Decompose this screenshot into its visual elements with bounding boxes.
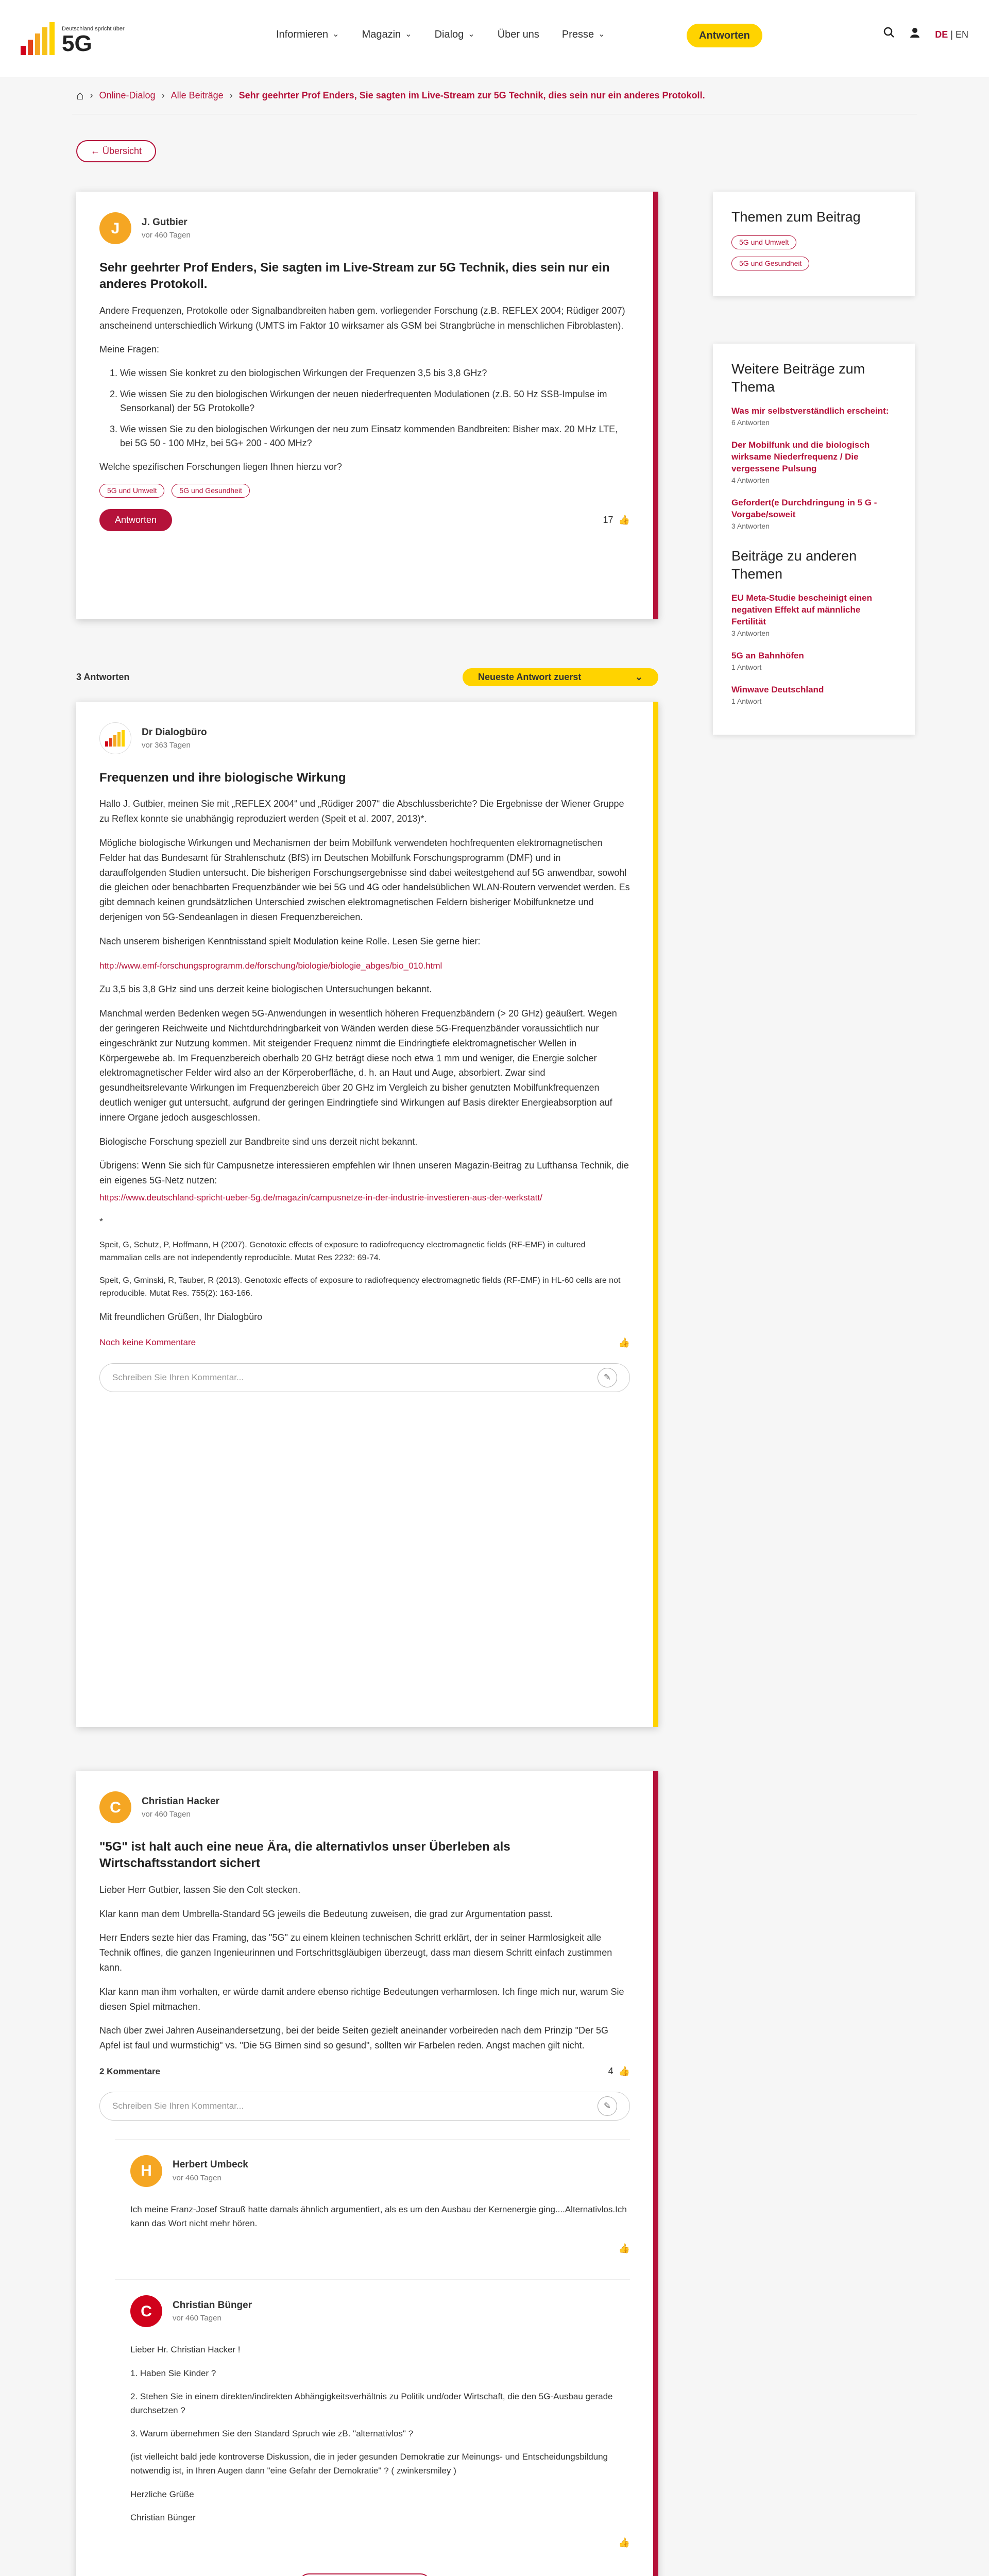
like-button[interactable] bbox=[608, 2064, 630, 2078]
author-name[interactable]: Herbert Umbeck bbox=[173, 2159, 248, 2171]
list-item: 2. Wie wissen Sie zu den biologischen Wirkungen der neuen niederfrequenten Modulationen (z.B. 50 Hz SSB-Impulse im Sensorkanal) der 5G Protokolle? bbox=[120, 387, 630, 415]
sidebar-item-label: EU Meta-Studie bescheinigt einen negativen Effekt auf männliche Fertilität bbox=[731, 593, 872, 626]
comment bbox=[115, 2279, 630, 2555]
answers-sort-bar bbox=[76, 668, 658, 686]
post-title: Sehr geehrter Prof Enders, Sie sagten im Live-Stream zur 5G Technik, dies sein nur ein anderes Protokoll. bbox=[99, 261, 610, 292]
comment-text: Herzliche Grüße bbox=[130, 2489, 194, 2499]
author-name[interactable]: Christian Hacker bbox=[142, 1795, 220, 1807]
logo-bars bbox=[21, 22, 55, 55]
comments-toggle[interactable]: 2 Kommentare bbox=[99, 2066, 161, 2076]
comment-text: 1. Haben Sie Kinder ? bbox=[130, 2368, 216, 2378]
chevron-down-icon: ⌄ bbox=[468, 30, 475, 39]
comment-placeholder: Schreiben Sie Ihren Kommentar... bbox=[112, 2101, 244, 2111]
sidebar-item-label: Was mir selbstverständlich erscheint: bbox=[731, 406, 889, 416]
answer-author bbox=[99, 1791, 630, 1823]
chevron-down-icon: ⌄ bbox=[635, 672, 643, 682]
nav-item-informieren[interactable] bbox=[276, 27, 339, 42]
footnote-marker: * bbox=[99, 1216, 104, 1227]
nav-item-presse[interactable] bbox=[562, 27, 605, 42]
sidebar-item-count: 3 Antworten bbox=[731, 629, 770, 637]
tag-5g-umwelt[interactable]: 5G und Umwelt bbox=[99, 484, 164, 498]
chevron-down-icon: ⌄ bbox=[598, 30, 605, 39]
lang-en[interactable]: EN bbox=[955, 29, 968, 40]
answer-paragraph: Klar kann man dem Umbrella-Standard 5G jeweils die Bedeutung zuweisen, die grad zur Argumentation passt. bbox=[99, 1908, 553, 1919]
user-icon[interactable] bbox=[909, 27, 920, 42]
comment-text: (ist vielleicht bald jede kontroverse Diskussion, die in jeder gesunden Demokratie zur Meinungs- und Entscheidungsbildung notwendig ist, in Ihren Augen dann "eine Gefahr der Demokratie" ? ( zwinkersmiley ) bbox=[130, 2452, 608, 2476]
answer-paragraph: Klar kann man ihm vorhalten, er würde damit andere ebenso richtige Bedeutungen verharmlosen. Ich finge mich nur, warum Sie diesen Spiel mitmachen. bbox=[99, 1986, 624, 2012]
sidebar-item[interactable] bbox=[731, 497, 896, 532]
sidebar-topics bbox=[713, 192, 915, 296]
comment-text: Lieber Hr. Christian Hacker ! bbox=[130, 2345, 241, 2355]
answer-title: Frequenzen und ihre biologische Wirkung bbox=[99, 771, 346, 785]
breadcrumb-current: Sehr geehrter Prof Enders, Sie sagten im Live-Stream zur 5G Technik, dies sein nur ein anderes Protokoll. bbox=[238, 90, 705, 100]
like-count: 17 bbox=[603, 514, 613, 525]
thumbs-up-icon: 👍 bbox=[618, 2243, 630, 2254]
answer-paragraph: Hallo J. Gutbier, meinen Sie mit „REFLEX 2004“ und „Rüdiger 2007“ die Abschlussberichte? Die Ergebnisse der Wiener Gruppe zu Reflex konnte sie unabhängig reproduziert werden (Speit et al. 2007, 2013)*. bbox=[99, 799, 624, 824]
sidebar-item-count: 3 Antworten bbox=[731, 521, 770, 530]
answer-paragraph: Nach über zwei Jahren Auseinandersetzung, bei der beide Seiten gezielt aneinander vorbeireden nach dem Prinzip "Der 5G Apfel ist faul und wurmstichig" vs. "Die 5G Birnen sind so gesund", sollten wir Farbelen reden. Angst machen gilt nicht. bbox=[99, 2025, 608, 2051]
sidebar-item-count: 4 Antworten bbox=[731, 476, 770, 484]
back-button[interactable] bbox=[76, 140, 156, 162]
sidebar-title: Beiträge zu anderen Themen bbox=[731, 548, 857, 582]
sidebar-tags bbox=[731, 235, 896, 270]
like-button[interactable] bbox=[619, 2536, 630, 2550]
sidebar-item[interactable] bbox=[731, 650, 896, 673]
logo-big-text: 5G bbox=[62, 30, 92, 56]
author-name[interactable]: Christian Bünger bbox=[173, 2299, 252, 2311]
original-post bbox=[76, 192, 658, 619]
comment-text: 2. Stehen Sie in einem direkten/indirekten Abhängigkeitsverhältnis zu Politik und/oder Wirtschaft, die den 5G-Ausbau gerade durchsetzen ? bbox=[130, 2391, 613, 2415]
sidebar-item-count: 1 Antwort bbox=[731, 663, 762, 671]
reference: Speit, G, Schutz, P, Hoffmann, H (2007). Genotoxic effects of exposure to radiofrequency electromagnetic fields (RF-EMF) in cultured mammalian cells are not independently reproducible. Mutat Res 2232: 69-74. bbox=[99, 1240, 586, 1263]
answer-card bbox=[76, 1771, 658, 2576]
thumbs-up-icon: 👍 bbox=[618, 2065, 630, 2076]
avatar: C bbox=[130, 2295, 162, 2327]
answer-paragraph: Mögliche biologische Wirkungen und Mechanismen der beim Mobilfunk verwendeten hochfrequenten elektromagnetischen Felder hat das Bundesamt für Strahlenschutz (BfS) im Deutschen Mobilfunk Forschungsprogramm (DMF) und in darauffolgenden Studien untersucht. Die bisherigen Forschungsergebnisse sind dabei weitestgehend auf 5G anwendbar, sowohl die gleichen oder benachbarten Frequenzbänder wie bei 5G und 4G oder handelsüblichen WLAN-Routern verwendet werden. Es gibt demnach keinen grundsätzlichen Unterschied zwischen elektromagnetischen Feldern bisheriger Mobilfunknetze und derjenigen von 5G-Sendeanlagen in diesen Frequenzbereichen. bbox=[99, 837, 630, 922]
list-item: 3. Wie wissen Sie zu den biologischen Wirkungen der neu zum Einsatz kommenden Bandbreiten: Bisher max. 20 MHz LTE, bei 5G 50 - 100 MHz, bei 5G+ 200 - 400 MHz? bbox=[120, 422, 630, 450]
avatar: J bbox=[99, 212, 131, 244]
nav-item-ueber-uns[interactable] bbox=[498, 27, 539, 42]
lang-de[interactable]: DE bbox=[935, 29, 948, 40]
sidebar-title: Weitere Beiträge zum Thema bbox=[731, 361, 865, 395]
like-button[interactable] bbox=[603, 513, 630, 527]
comment-input[interactable] bbox=[99, 1363, 630, 1392]
answer-paragraph: Lieber Herr Gutbier, lassen Sie den Colt stecken. bbox=[99, 1884, 301, 1895]
breadcrumb-separator-icon: › bbox=[161, 90, 165, 100]
avatar bbox=[99, 722, 131, 754]
main-content bbox=[72, 114, 917, 2576]
like-button[interactable] bbox=[619, 1336, 630, 1350]
post-author bbox=[99, 212, 630, 244]
sidebar-item-label: 5G an Bahnhöfen bbox=[731, 650, 804, 660]
tag-5g-gesundheit[interactable]: 5G und Gesundheit bbox=[731, 257, 809, 270]
no-comments-label: Noch keine Kommentare bbox=[99, 1337, 196, 1348]
comment-input[interactable] bbox=[99, 2092, 630, 2121]
breadcrumb-separator-icon: › bbox=[90, 90, 93, 100]
search-icon[interactable] bbox=[883, 27, 895, 42]
nav-label: Über uns bbox=[497, 29, 539, 40]
tag-5g-gesundheit[interactable]: 5G und Gesundheit bbox=[172, 484, 249, 498]
language-switch bbox=[935, 28, 968, 42]
sidebar-item[interactable] bbox=[731, 439, 896, 486]
nav-label: Presse bbox=[561, 29, 594, 40]
post-tags bbox=[99, 484, 630, 498]
post-paragraph: Welche spezifischen Forschungen liegen Ihnen hierzu vor? bbox=[99, 462, 342, 472]
post-paragraph: Meine Fragen: bbox=[99, 344, 160, 355]
answer-author bbox=[99, 722, 630, 754]
answer-title: "5G" ist halt auch eine neue Ära, die alternativlos unser Überleben als Wirtschaftsstandort sichert bbox=[99, 1840, 510, 1871]
answer-paragraph: Biologische Forschung speziell zur Bandbreite sind uns derzeit nicht bekannt. bbox=[99, 1136, 418, 1147]
nav-item-dialog[interactable] bbox=[435, 27, 475, 42]
nav-label: Magazin bbox=[362, 29, 401, 40]
sidebar-item-label: Der Mobilfunk und die biologisch wirksame Niederfrequenz / Die vergessene Pulsung bbox=[731, 440, 870, 473]
answer-paragraph: Nach unserem bisherigen Kenntnisstand spielt Modulation keine Rolle. Lesen Sie gerne hier: bbox=[99, 936, 481, 946]
reference: Speit, G, Gminski, R, Tauber, R (2013). Genotoxic effects of exposure to radiofrequency electromagnetic fields (RF-EMF) in HL-60 cells are not reproducible. Mutat Res. 755(2): 163-166. bbox=[99, 1276, 621, 1298]
answer-paragraph: Manchmal werden Bedenken wegen 5G-Anwendungen in wesentlich höheren Frequenzbändern (> 20 GHz) geäußert. Wegen der geringeren Reichweite und Nichtdurchdringbarkeit von Wänden werden diese 5G-Frequenzbänder voraussichtlich nur eingeschränkt zur Nutzung kommen. Mit steigender Frequenz nimmt die Eindringtiefe elektromagnetischer Wellen in Körpergewebe ab. Im Frequenzbereich oberhalb 20 GHz beträgt diese noch etwa 1 mm und weniger, die Energie solcher elektromagnetischer Felder wird also an der Körperoberfläche, d. h. an Haut und Auge, absorbiert. Zwar sind gesundheitsrelevante Wirkungen im Frequenzbereich über 20 GHz im Vergleich zu bisher genutzten Mobilfunkfrequenzen deutlich weniger gut untersucht, aufgrund der geringen Eindringtiefe sind Wirkungen auf Basis direkter Energieabsorption auf innere Organe jedoch ausgeschlossen. bbox=[99, 1008, 617, 1123]
comment-text: 3. Warum übernehmen Sie den Standard Spruch wie zB. "alternativlos" ? bbox=[130, 2429, 414, 2439]
comment-placeholder: Schreiben Sie Ihren Kommentar... bbox=[112, 1372, 244, 1382]
breadcrumb bbox=[72, 77, 917, 114]
collapse-comments-button[interactable] bbox=[299, 2573, 430, 2576]
header-answer-button[interactable]: Antworten bbox=[687, 24, 762, 47]
sidebar-related bbox=[713, 344, 915, 735]
external-link[interactable]: https://www.deutschland-spricht-ueber-5g.de/magazin/campusnetze-in-der-industrie-investieren-aus-der-werkstatt/ bbox=[99, 1192, 542, 1202]
home-icon[interactable]: ⌂ bbox=[76, 88, 84, 103]
answer-paragraph: Übrigens: Wenn Sie sich für Campusnetze interessieren empfehlen wir Ihnen unseren Magazin-Beitrag zu Lufthansa Technik, die ein eigenes 5G-Netz nutzen: bbox=[99, 1160, 629, 1186]
site-header bbox=[0, 0, 989, 77]
lang-separator: | bbox=[950, 29, 953, 40]
post-date: vor 460 Tagen bbox=[142, 231, 191, 240]
sidebar-item-label: Winwave Deutschland bbox=[731, 684, 824, 694]
thumbs-up-icon: 👍 bbox=[618, 514, 630, 525]
sidebar-item-count: 1 Antwort bbox=[731, 697, 762, 705]
arrow-left-icon: ← bbox=[91, 146, 103, 156]
sort-dropdown[interactable] bbox=[463, 668, 658, 686]
post-questions bbox=[120, 366, 630, 450]
list-item: 1. Wie wissen Sie konkret zu den biologischen Wirkungen der Frequenzen 3,5 bis 3,8 GHz? bbox=[120, 366, 630, 380]
comment-author bbox=[130, 2155, 630, 2187]
answer-date: vor 363 Tagen bbox=[142, 741, 191, 750]
chevron-down-icon: ⌄ bbox=[405, 30, 412, 39]
author-name[interactable]: Dr Dialogbüro bbox=[142, 726, 207, 738]
answer-card bbox=[76, 702, 658, 1727]
site-logo[interactable] bbox=[21, 22, 125, 55]
breadcrumb-online-dialog[interactable]: Online-Dialog bbox=[99, 90, 156, 100]
comment-text: Christian Bünger bbox=[130, 2512, 196, 2522]
sidebar-item-label: Gefordert(e Durchdringung in 5 G - Vorgabe/soweit bbox=[731, 497, 877, 519]
answers-count: 3 Antworten bbox=[76, 672, 130, 682]
logo-small-text: Deutschland spricht über bbox=[62, 25, 125, 32]
sidebar-item[interactable] bbox=[731, 405, 896, 428]
answer-signature: Mit freundlichen Grüßen, Ihr Dialogbüro bbox=[99, 1311, 263, 1322]
tag-5g-umwelt[interactable]: 5G und Umwelt bbox=[731, 235, 796, 249]
sort-label: Neueste Antwort zuerst bbox=[478, 672, 582, 682]
back-label: Übersicht bbox=[103, 146, 142, 156]
breadcrumb-alle-beitraege[interactable]: Alle Beiträge bbox=[170, 90, 224, 100]
answer-paragraph: Herr Enders sezte hier das Framing, das "5G" zu einem kleinen technischen Schritt erklärt, der in seiner Harmlosigkeit alle Technik offines, die ganzen Ingenieurinnen und Fortschrittsgläubigen überzeugt, dass man diesem Schritt einfach zustimmen kann. bbox=[99, 1933, 612, 1973]
avatar: C bbox=[99, 1791, 131, 1823]
nav-label: Dialog bbox=[434, 29, 464, 40]
answer-button[interactable]: Antworten bbox=[99, 509, 172, 531]
nav-label: Informieren bbox=[276, 29, 329, 40]
nav-item-magazin[interactable] bbox=[362, 27, 412, 42]
avatar: H bbox=[130, 2155, 162, 2187]
pencil-icon[interactable]: ✎ bbox=[598, 1368, 617, 1387]
sidebar-title: Themen zum Beitrag bbox=[731, 209, 861, 225]
like-count: 4 bbox=[608, 2065, 613, 2076]
chevron-down-icon: ⌄ bbox=[332, 30, 339, 39]
comment-date: vor 460 Tagen bbox=[173, 2173, 221, 2182]
sidebar-item[interactable] bbox=[731, 684, 896, 707]
external-link[interactable]: http://www.emf-forschungsprogramm.de/forschung/biologie/biologie_abges/bio_010.html bbox=[99, 960, 442, 971]
sidebar-item-count: 6 Antworten bbox=[731, 418, 770, 427]
comment-author bbox=[130, 2295, 630, 2327]
breadcrumb-separator-icon: › bbox=[229, 90, 233, 100]
comment-text: Ich meine Franz-Josef Strauß hatte damals ähnlich argumentiert, als es um den Ausbau der Kernenergie ging....Alternativlos.Ich kann das Wort nicht mehr hören. bbox=[130, 2204, 627, 2229]
comment-date: vor 460 Tagen bbox=[173, 2314, 221, 2323]
main-nav bbox=[276, 27, 605, 42]
sidebar-item[interactable] bbox=[731, 592, 896, 639]
thumbs-up-icon: 👍 bbox=[618, 1337, 630, 1348]
comment bbox=[115, 2139, 630, 2261]
answer-date: vor 460 Tagen bbox=[142, 1810, 191, 1819]
answer-paragraph: Zu 3,5 bis 3,8 GHz sind uns derzeit keine biologischen Untersuchungen bekannt. bbox=[99, 984, 432, 995]
post-paragraph: Andere Frequenzen, Protokolle oder Signalbandbreiten haben gem. vorliegender Forschung (z.B. REFLEX 2004; Rüdiger 2007) anscheinend unterschiedlich Wirkung (UMTS im Faktor 10 wirksamer als GSM bei Strangbrüche in menschlichen Fibroblasten). bbox=[99, 305, 625, 331]
thumbs-up-icon: 👍 bbox=[618, 2537, 630, 2548]
pencil-icon[interactable]: ✎ bbox=[598, 2096, 617, 2116]
like-button[interactable] bbox=[619, 2242, 630, 2256]
author-name[interactable]: J. Gutbier bbox=[142, 216, 187, 228]
